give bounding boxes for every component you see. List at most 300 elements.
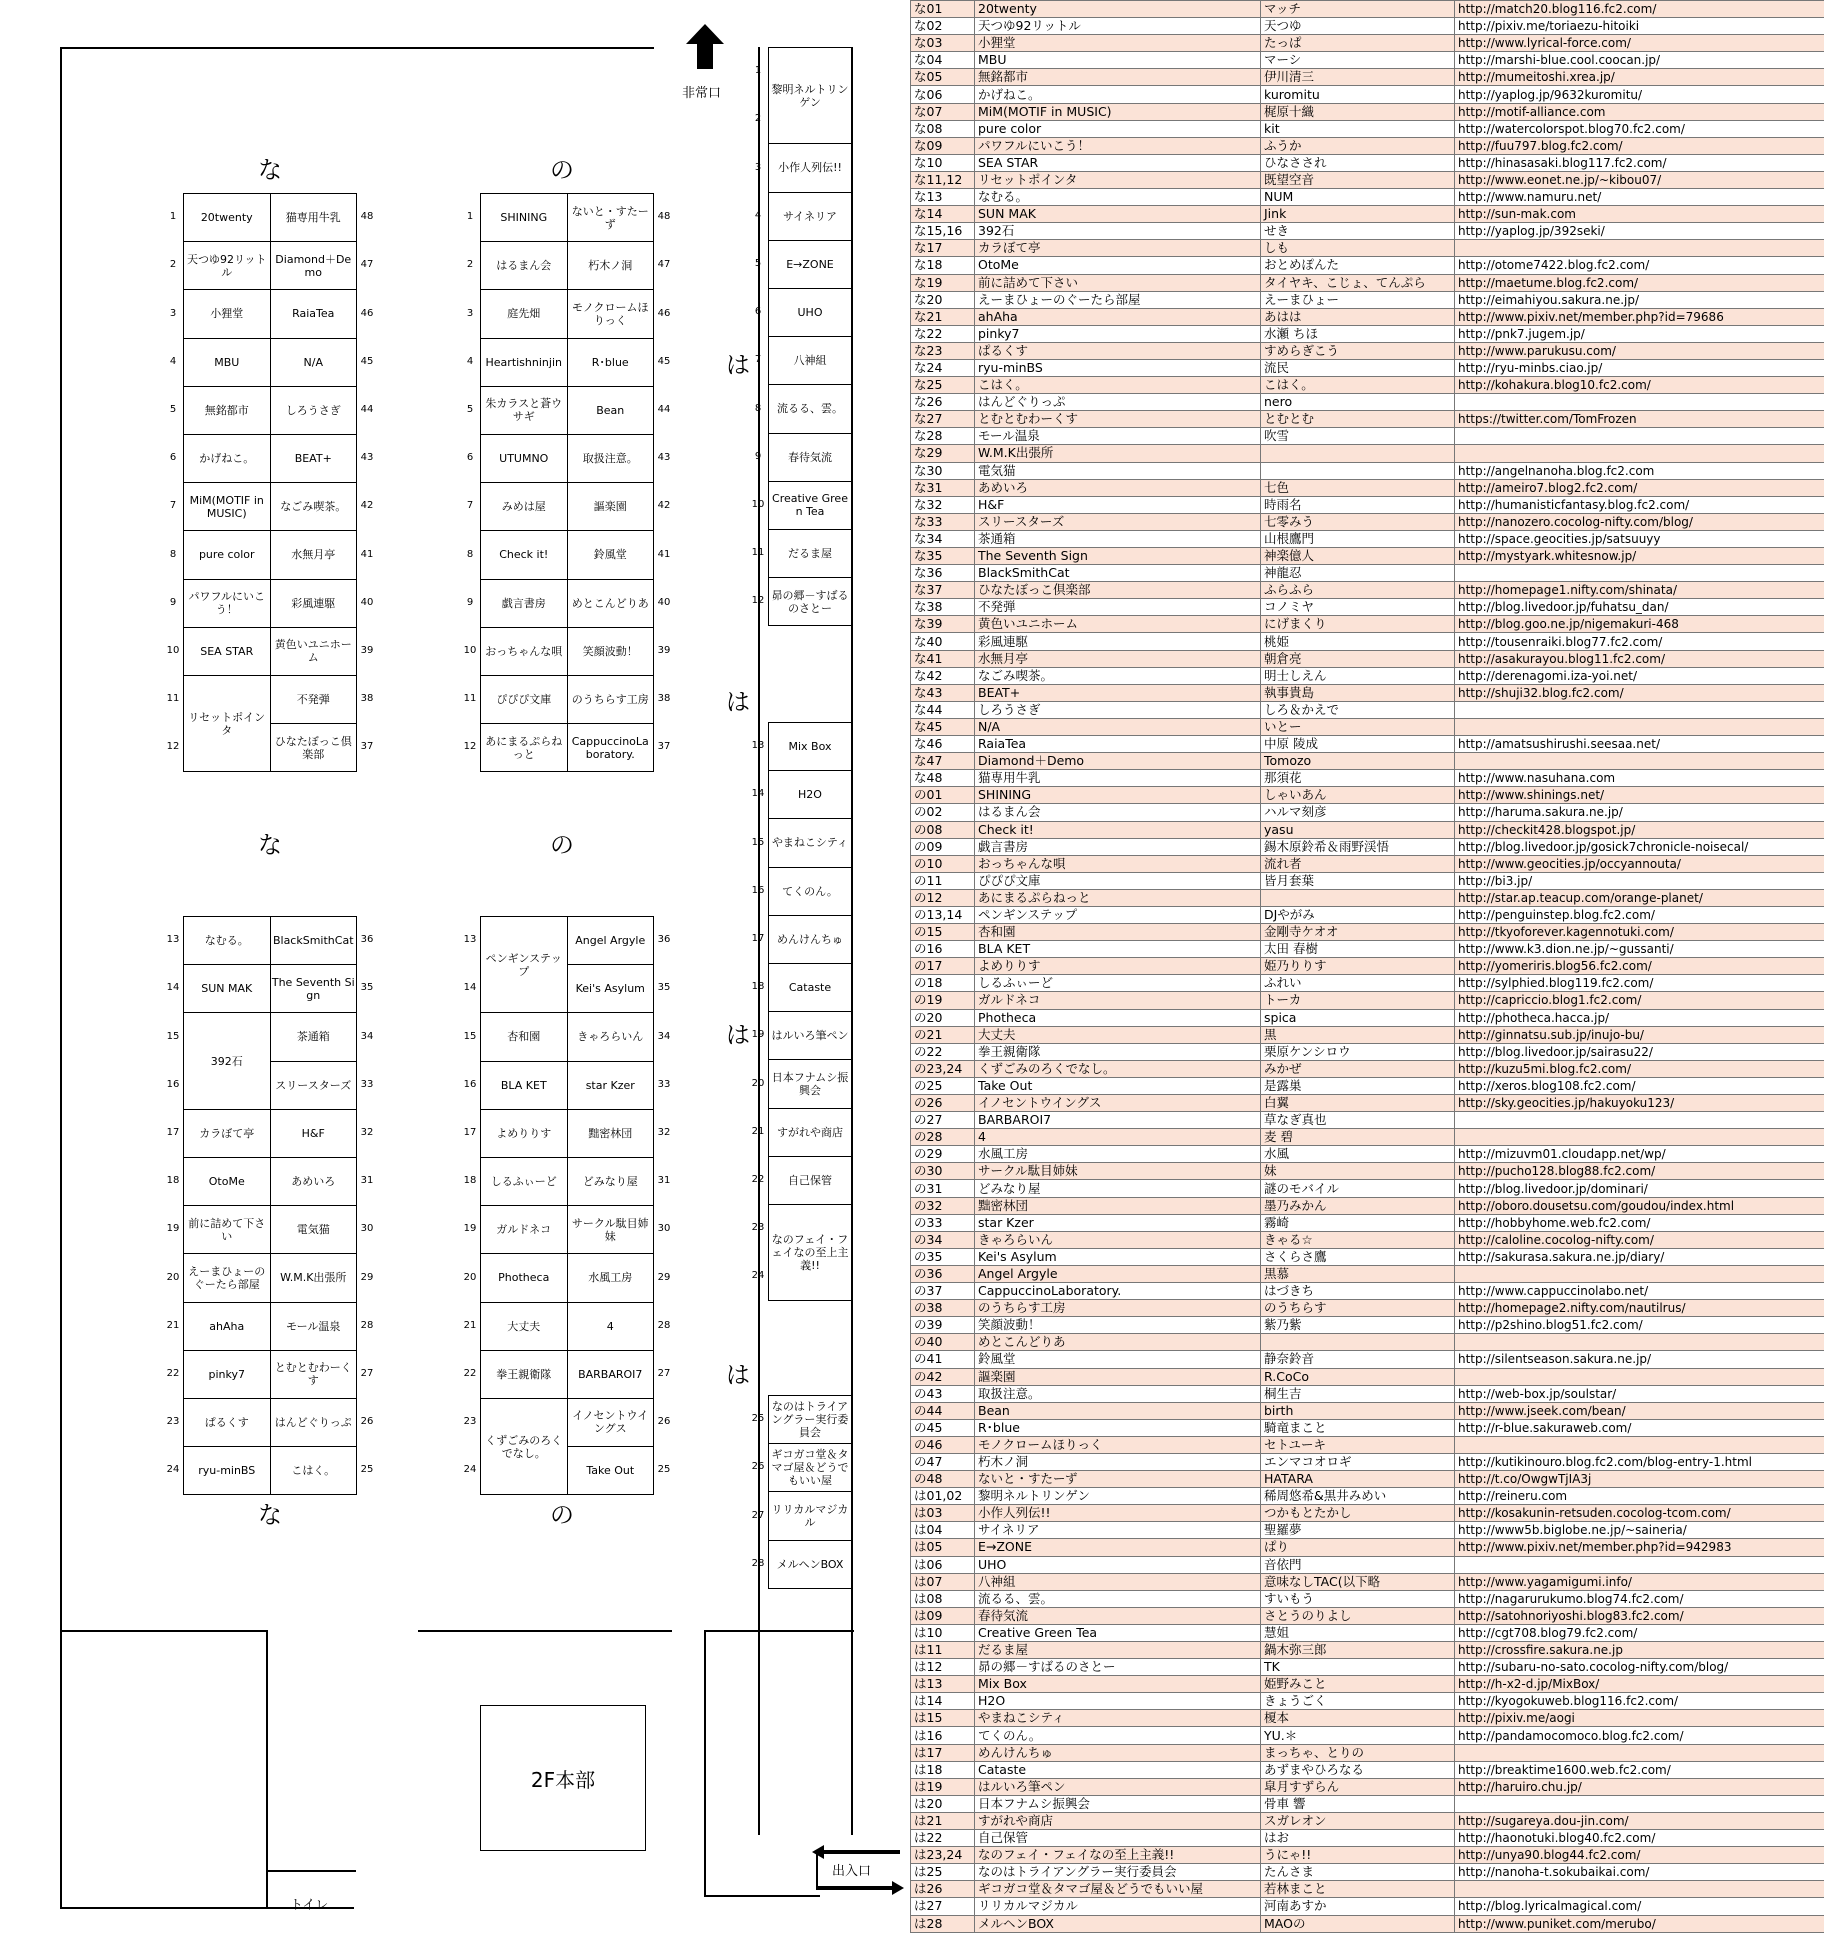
list-url: http://eimahiyou.sakura.ne.jp/ [1455, 291, 1824, 308]
list-author [1261, 1334, 1455, 1351]
wall-line [704, 1630, 706, 1896]
list-id: な30 [911, 462, 975, 479]
booth-cell: 20twenty [184, 194, 271, 242]
list-author: すいもう [1261, 1590, 1455, 1607]
list-url: http://www.pixiv.net/member.php?id=942983 [1455, 1539, 1824, 1556]
booth-cell: てくのん。 [769, 867, 852, 915]
list-row [911, 223, 1824, 240]
booth-cell: Take Out [567, 1447, 654, 1495]
list-author: Tomozo [1261, 753, 1455, 770]
list-id: は10 [911, 1624, 975, 1641]
booth-number: 17 [463, 1126, 477, 1138]
list-circle: BLA KET [975, 941, 1261, 958]
list-author: 紫乃紫 [1261, 1317, 1455, 1334]
list-row [911, 1129, 1824, 1146]
booth-cell: H&F [270, 1109, 357, 1157]
list-author: 明士しえん [1261, 667, 1455, 684]
booth-cell: H2O [769, 771, 852, 819]
wall-line [60, 1630, 266, 1632]
list-author [1261, 462, 1455, 479]
booth-number: 44 [657, 403, 671, 415]
list-circle: OtoMe [975, 257, 1261, 274]
booth-number: 26 [657, 1416, 671, 1428]
booth-number: 23 [463, 1416, 477, 1428]
list-id: な27 [911, 411, 975, 428]
booth-cell: 茶通箱 [270, 1013, 357, 1061]
list-id: な14 [911, 206, 975, 223]
booth-cell: SUN MAK [184, 965, 271, 1013]
wall-line [60, 47, 654, 49]
list-circle: ガルドネコ [975, 992, 1261, 1009]
list-url [1455, 445, 1824, 462]
list-id: は15 [911, 1710, 975, 1727]
booth-number: 25 [751, 1413, 765, 1425]
list-circle: 水風工房 [975, 1146, 1261, 1163]
booth-number: 11 [751, 547, 765, 559]
section-ha-label: は [726, 1021, 750, 1049]
list-url [1455, 1112, 1824, 1129]
booth-cell: ひなたぼっこ倶楽部 [270, 724, 357, 772]
booth-number: 26 [751, 1461, 765, 1473]
list-row [911, 342, 1824, 359]
list-id: の35 [911, 1248, 975, 1265]
list-circle: 電気猫 [975, 462, 1261, 479]
list-circle: 天つゆ92リットル [975, 18, 1261, 35]
list-author: 是露巣 [1261, 1077, 1455, 1094]
booth-cell: えーまひょーのぐーたら部屋 [184, 1254, 271, 1302]
booth-cell: みめは屋 [481, 483, 568, 531]
list-author: 骨車 響 [1261, 1795, 1455, 1812]
booth-cell: イノセントウイングス [567, 1398, 654, 1446]
list-author [1261, 445, 1455, 462]
booth-number: 24 [751, 1270, 765, 1282]
list-url: http://mizuvm01.cloudapp.net/wp/ [1455, 1146, 1824, 1163]
list-url: http://r-blue.sakuraweb.com/ [1455, 1419, 1824, 1436]
list-row [911, 1607, 1824, 1624]
booth-cell: 黜密林団 [567, 1109, 654, 1157]
booth-cell: どみなり屋 [567, 1157, 654, 1205]
list-row [911, 1915, 1824, 1932]
list-id: な33 [911, 513, 975, 530]
booth-block-no-bot [480, 916, 654, 1495]
list-circle: 謳楽園 [975, 1368, 1261, 1385]
booth-cell: 杏和園 [481, 1013, 568, 1061]
list-row [911, 1727, 1824, 1744]
list-author: スガレオン [1261, 1812, 1455, 1829]
list-url: http://www.eonet.ne.jp/~kibou07/ [1455, 171, 1824, 188]
list-url [1455, 1436, 1824, 1453]
list-row [911, 1334, 1824, 1351]
booth-cell: 水無月亭 [270, 531, 357, 579]
booth-number: 32 [360, 1126, 374, 1138]
booth-number: 2 [754, 113, 762, 125]
booth-number: 20 [751, 1077, 765, 1089]
list-author: エンマコオロギ [1261, 1453, 1455, 1470]
list-row [911, 325, 1824, 342]
booth-number: 14 [751, 788, 765, 800]
booth-number: 18 [166, 1175, 180, 1187]
booth-cell: Angel Argyle [567, 917, 654, 965]
list-circle: おっちゃんな唄 [975, 855, 1261, 872]
booth-number: 27 [751, 1509, 765, 1521]
section-no-label: の [550, 1501, 574, 1529]
list-row [911, 667, 1824, 684]
list-circle: H2O [975, 1693, 1261, 1710]
list-id: の46 [911, 1436, 975, 1453]
list-id: な35 [911, 548, 975, 565]
booth-cell: めんけんちゅ [769, 915, 852, 963]
booth-number: 4 [169, 355, 177, 367]
booth-number: 12 [463, 741, 477, 753]
booth-cell: BEAT+ [270, 434, 357, 482]
list-row [911, 1385, 1824, 1402]
list-row [911, 18, 1824, 35]
list-id: の43 [911, 1385, 975, 1402]
booth-number: 17 [166, 1126, 180, 1138]
booth-number: 20 [463, 1271, 477, 1283]
list-url: http://yaplog.jp/392seki/ [1455, 223, 1824, 240]
list-id: な47 [911, 753, 975, 770]
booth-number: 36 [657, 934, 671, 946]
list-row [911, 462, 1824, 479]
list-url: http://otome7422.blog.fc2.com/ [1455, 257, 1824, 274]
list-url: http://www.nasuhana.com [1455, 770, 1824, 787]
booth-number: 12 [166, 741, 180, 753]
booth-number: 25 [657, 1464, 671, 1476]
list-id: は23,24 [911, 1847, 975, 1864]
list-circle: ペンギンステップ [975, 906, 1261, 923]
booth-cell: 猫専用牛乳 [270, 194, 357, 242]
list-url: http://www.puniket.com/merubo/ [1455, 1915, 1824, 1932]
booth-number: 46 [657, 307, 671, 319]
booth-cell: 拳王親衛隊 [481, 1350, 568, 1398]
list-url: http://breaktime1600.web.fc2.com/ [1455, 1761, 1824, 1778]
list-url: http://blog.livedoor.jp/gosick7chronicle-noisecal/ [1455, 838, 1824, 855]
list-url: http://cgt708.blog79.fc2.com/ [1455, 1624, 1824, 1641]
list-url [1455, 753, 1824, 770]
booth-cell: star Kzer [567, 1061, 654, 1109]
list-url: http://web-box.jp/soulstar/ [1455, 1385, 1824, 1402]
booth-cell: よめりりす [481, 1109, 568, 1157]
list-author: きゃる☆ [1261, 1231, 1455, 1248]
list-id: の01 [911, 787, 975, 804]
booth-block-ha [768, 722, 852, 1301]
booth-cell: だるま屋 [769, 529, 852, 577]
list-id: は22 [911, 1830, 975, 1847]
list-url: http://kohakura.blog10.fc2.com/ [1455, 377, 1824, 394]
list-circle: ぱるくす [975, 342, 1261, 359]
section-na-label: な [258, 831, 282, 859]
list-row [911, 872, 1824, 889]
list-url [1455, 1265, 1824, 1282]
booth-number: 43 [657, 452, 671, 464]
list-id: の32 [911, 1197, 975, 1214]
list-row [911, 1214, 1824, 1231]
list-circle: 20twenty [975, 1, 1261, 18]
list-author: 河南あすか [1261, 1898, 1455, 1915]
list-url: http://www.lyrical-force.com/ [1455, 35, 1824, 52]
booth-number: 3 [169, 307, 177, 319]
list-url: http://sugareya.dou-jin.com/ [1455, 1812, 1824, 1829]
list-author: しろ＆かえで [1261, 701, 1455, 718]
list-row [911, 1351, 1824, 1368]
booth-number: 28 [657, 1319, 671, 1331]
list-circle: 取扱注意。 [975, 1385, 1261, 1402]
list-circle: 黄色いユニホーム [975, 616, 1261, 633]
list-url: http://nagarurukumo.blog74.fc2.com/ [1455, 1590, 1824, 1607]
list-url: http://tousenraiki.blog77.fc2.com/ [1455, 633, 1824, 650]
booth-cell: SHINING [481, 194, 568, 242]
booth-cell: ペンギンステップ [481, 917, 568, 1013]
list-circle: pinky7 [975, 325, 1261, 342]
list-row [911, 1693, 1824, 1710]
list-row [911, 1812, 1824, 1829]
list-circle: スリースターズ [975, 513, 1261, 530]
list-author: spica [1261, 1009, 1455, 1026]
list-row [911, 565, 1824, 582]
booth-number: 25 [360, 1464, 374, 1476]
list-author: 静奈鈴音 [1261, 1351, 1455, 1368]
list-id: の16 [911, 941, 975, 958]
list-circle: きゃろらいん [975, 1231, 1261, 1248]
list-row [911, 701, 1824, 718]
list-row [911, 906, 1824, 923]
booth-cell: 彩風連駆 [270, 579, 357, 627]
list-circle: ギコガコ堂＆タマゴ屋＆どうでもいい屋 [975, 1881, 1261, 1898]
list-id: な29 [911, 445, 975, 462]
booth-number: 41 [657, 548, 671, 560]
list-author: TK [1261, 1659, 1455, 1676]
booth-cell: ギコガコ堂＆タマゴ屋＆どうでもいい屋 [769, 1444, 852, 1492]
list-row [911, 171, 1824, 188]
list-row [911, 1197, 1824, 1214]
booth-cell: 昴の郷－すばるのさとー [769, 578, 852, 626]
list-id: な13 [911, 189, 975, 206]
list-url [1455, 1334, 1824, 1351]
booth-number: 5 [466, 403, 474, 415]
list-id: な19 [911, 274, 975, 291]
list-row [911, 1180, 1824, 1197]
booth-block-no-top [480, 193, 654, 772]
list-url: http://unya90.blog44.fc2.com/ [1455, 1847, 1824, 1864]
list-id: な23 [911, 342, 975, 359]
list-url [1455, 1795, 1824, 1812]
list-url: http://sakurasa.sakura.ne.jp/diary/ [1455, 1248, 1824, 1265]
list-url: http://pnk7.jugem.jp/ [1455, 325, 1824, 342]
list-circle: 鈴風堂 [975, 1351, 1261, 1368]
booth-number: 37 [360, 741, 374, 753]
wall-line [704, 1895, 820, 1897]
list-id: な25 [911, 377, 975, 394]
booth-cell: 無銘都市 [184, 386, 271, 434]
list-circle: CappuccinoLaboratory. [975, 1283, 1261, 1300]
list-id: は07 [911, 1573, 975, 1590]
list-circle: Creative Green Tea [975, 1624, 1261, 1641]
booth-number: 30 [657, 1223, 671, 1235]
list-author: YU.＊ [1261, 1727, 1455, 1744]
list-url: http://checkit428.blogspot.jp/ [1455, 821, 1824, 838]
list-circle: 大丈夫 [975, 1026, 1261, 1043]
list-url: http://www.namuru.net/ [1455, 189, 1824, 206]
list-url: http://derenagomi.iza-yoi.net/ [1455, 667, 1824, 684]
booth-cell: なごみ喫茶。 [270, 483, 357, 531]
booth-number: 34 [657, 1030, 671, 1042]
booth-number: 34 [360, 1030, 374, 1042]
booth-cell: pinky7 [184, 1350, 271, 1398]
list-author: うにゃ!! [1261, 1847, 1455, 1864]
booth-cell: サイネリア [769, 192, 852, 240]
list-circle: なむる。 [975, 189, 1261, 206]
list-circle: のうちらす工房 [975, 1300, 1261, 1317]
list-id: の19 [911, 992, 975, 1009]
list-id: の34 [911, 1231, 975, 1248]
list-circle: 彩風連駆 [975, 633, 1261, 650]
list-circle: 4 [975, 1129, 1261, 1146]
list-circle: MBU [975, 52, 1261, 69]
section-na-label: な [258, 156, 282, 184]
list-url: http://asakurayou.blog11.fc2.com/ [1455, 650, 1824, 667]
list-row [911, 1163, 1824, 1180]
list-author: 流民 [1261, 359, 1455, 376]
list-author: 栗原ケンシロウ [1261, 1043, 1455, 1060]
booth-number: 23 [166, 1416, 180, 1428]
list-row [911, 411, 1824, 428]
list-url: http://kosakunin-retsuden.cocolog-tcom.com/ [1455, 1505, 1824, 1522]
booth-number: 45 [657, 355, 671, 367]
list-circle: H&F [975, 496, 1261, 513]
list-id: な34 [911, 530, 975, 547]
list-author: 七零みう [1261, 513, 1455, 530]
booth-number: 7 [169, 500, 177, 512]
list-author: kuromitu [1261, 86, 1455, 103]
list-circle: ahAha [975, 308, 1261, 325]
list-circle: イノセントウイングス [975, 1095, 1261, 1112]
booth-number: 14 [463, 982, 477, 994]
list-id: の25 [911, 1077, 975, 1094]
list-author: 姫野みこと [1261, 1676, 1455, 1693]
toilet-label: トイレ [290, 1898, 329, 1913]
booth-cell: 自己保管 [769, 1156, 852, 1204]
list-url: http://oboro.dousetsu.com/goudou/index.html [1455, 1197, 1824, 1214]
list-id: の48 [911, 1471, 975, 1488]
booth-cell: 水風工房 [567, 1254, 654, 1302]
list-author: 既望空音 [1261, 171, 1455, 188]
list-url: http://p2shino.blog51.fc2.com/ [1455, 1317, 1824, 1334]
list-url: http://capriccio.blog1.fc2.com/ [1455, 992, 1824, 1009]
list-id: は26 [911, 1881, 975, 1898]
list-url: http://sun-mak.com [1455, 206, 1824, 223]
list-author: マーシ [1261, 52, 1455, 69]
list-author: セトユーキ [1261, 1436, 1455, 1453]
booth-number: 4 [466, 355, 474, 367]
booth-cell: 4 [567, 1302, 654, 1350]
list-url: http://ginnatsu.sub.jp/inujo-bu/ [1455, 1026, 1824, 1043]
list-circle: Diamond＋Demo [975, 753, 1261, 770]
list-author: yasu [1261, 821, 1455, 838]
list-row [911, 359, 1824, 376]
booth-cell: E→ZONE [769, 240, 852, 288]
booth-number: 23 [751, 1222, 765, 1234]
booth-number: 18 [751, 981, 765, 993]
booth-cell: Kei's Asylum [567, 965, 654, 1013]
booth-number: 13 [751, 740, 765, 752]
list-id: な15,16 [911, 223, 975, 240]
booth-cell: リセットポインタ [184, 675, 271, 771]
list-url: http://penguinstep.blog.fc2.com/ [1455, 906, 1824, 923]
booth-number: 39 [657, 644, 671, 656]
list-row [911, 274, 1824, 291]
list-row [911, 1505, 1824, 1522]
list-id: な26 [911, 394, 975, 411]
booth-number: 19 [751, 1029, 765, 1041]
booth-cell: Diamond＋Demo [270, 242, 357, 290]
list-url: http://www.parukusu.com/ [1455, 342, 1824, 359]
list-author: 山根鷹門 [1261, 530, 1455, 547]
list-id: は08 [911, 1590, 975, 1607]
booth-cell: 日本フナムシ振興会 [769, 1060, 852, 1108]
list-url: http://hobbyhome.web.fc2.com/ [1455, 1214, 1824, 1231]
list-author: 神楽億人 [1261, 548, 1455, 565]
booth-number: 37 [657, 741, 671, 753]
booth-number: 38 [657, 693, 671, 705]
hq-box: 2F本部 [480, 1705, 646, 1851]
list-row [911, 1060, 1824, 1077]
booth-number: 19 [463, 1223, 477, 1235]
list-row [911, 1881, 1824, 1898]
list-row [911, 52, 1824, 69]
list-author: kit [1261, 120, 1455, 137]
booth-number: 19 [166, 1223, 180, 1235]
booth-cell: 前に詰めて下さい [184, 1206, 271, 1254]
list-row [911, 1402, 1824, 1419]
booth-number: 1 [466, 211, 474, 223]
booth-number: 4 [754, 209, 762, 221]
list-url: https://twitter.com/TomFrozen [1455, 411, 1824, 428]
list-row [911, 1488, 1824, 1505]
list-url: http://motif-alliance.com [1455, 103, 1824, 120]
booth-cell: Photheca [481, 1254, 568, 1302]
list-url: http://amatsushirushi.seesaa.net/ [1455, 736, 1824, 753]
list-id: の36 [911, 1265, 975, 1282]
list-author: コノミヤ [1261, 599, 1455, 616]
list-author: きょうごく [1261, 1693, 1455, 1710]
list-row [911, 718, 1824, 735]
booth-number: 8 [754, 402, 762, 414]
list-row [911, 941, 1824, 958]
booth-cell: はルいろ筆ペン [769, 1012, 852, 1060]
list-author: nero [1261, 394, 1455, 411]
list-circle: ないと・すたーず [975, 1471, 1261, 1488]
list-row [911, 1, 1824, 18]
list-id: は19 [911, 1778, 975, 1795]
booth-number: 46 [360, 307, 374, 319]
list-circle: 黎明ネルトリンゲン [975, 1488, 1261, 1505]
list-id: な37 [911, 582, 975, 599]
list-circle: 自己保管 [975, 1830, 1261, 1847]
list-url: http://ryu-minbs.ciao.jp/ [1455, 359, 1824, 376]
booth-cell: 取扱注意。 [567, 434, 654, 482]
booth-cell: 流るる、雲。 [769, 385, 852, 433]
list-row [911, 1471, 1824, 1488]
list-author: ふらふら [1261, 582, 1455, 599]
booth-number: 47 [657, 259, 671, 271]
list-circle: メルヘンBOX [975, 1915, 1261, 1932]
list-row [911, 428, 1824, 445]
list-url: http://homepage1.nifty.com/shinata/ [1455, 582, 1824, 599]
section-no-label: の [550, 156, 574, 184]
list-author: birth [1261, 1402, 1455, 1419]
list-author: 鍋木弥三郎 [1261, 1642, 1455, 1659]
